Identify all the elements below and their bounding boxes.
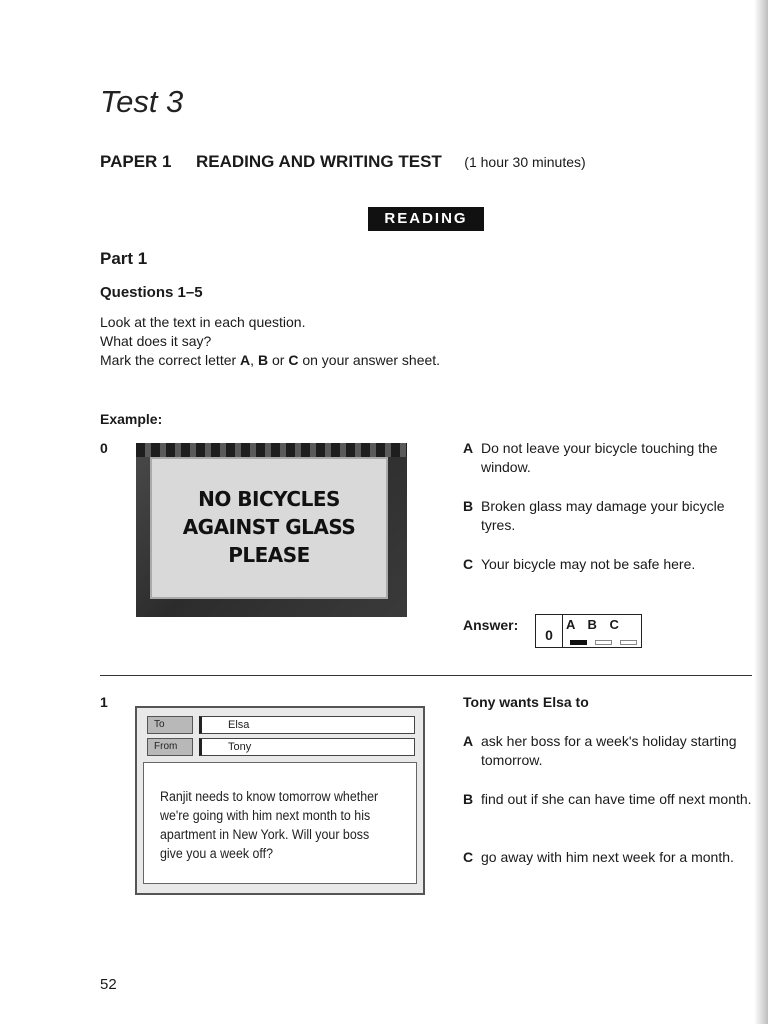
answer-box-a — [570, 640, 587, 645]
question-option-b: B find out if she can have time off next month. — [463, 791, 752, 807]
question-number: 1 — [100, 694, 108, 710]
sign-line: NO BICYCLES — [198, 487, 340, 511]
page-edge-shadow — [754, 0, 768, 1024]
email-message: Ranjit needs to know tomorrow whether we're going with him next month to his apartment in New York. Will your boss give you a week off? — [160, 789, 379, 861]
sign-photo — [136, 443, 407, 617]
email-to-label: To — [147, 716, 193, 734]
question-option-a: A ask her boss for a week's holiday starting tomorrow. — [463, 733, 737, 768]
answer-grid — [535, 614, 642, 648]
email-from-label: From — [147, 738, 193, 756]
example-option-b: B Broken glass may damage your bicycle tyres. — [463, 498, 725, 533]
example-option-a: A Do not leave your bicycle touching the window. — [463, 440, 718, 475]
instruction-line: Look at the text in each question. — [100, 314, 306, 330]
email-from-field: Tony — [199, 738, 415, 756]
page-number: 52 — [100, 976, 117, 993]
paper-heading — [100, 152, 586, 172]
sign-board — [150, 457, 388, 599]
sign-line: PLEASE — [228, 543, 310, 567]
question-stem: Tony wants Elsa to — [463, 694, 589, 710]
email-body — [143, 762, 417, 884]
instruction-line: What does it say? — [100, 333, 212, 349]
email-to-field: Elsa — [199, 716, 415, 734]
sign-text — [152, 485, 386, 569]
mark-instruction: Mark the correct letter A, B or C on your answer sheet. — [100, 352, 441, 368]
test-title: Test 3 — [100, 84, 184, 119]
answer-grid-letters: A B C — [566, 617, 619, 632]
paper-label: PAPER 1 — [100, 152, 172, 171]
example-label: Example: — [100, 411, 163, 427]
answer-grid-number: 0 — [536, 615, 563, 647]
example-number: 0 — [100, 440, 108, 456]
section-divider — [100, 675, 752, 676]
part-heading: Part 1 — [100, 249, 148, 268]
sign-line: AGAINST GLASS — [182, 515, 356, 539]
paper-name: READING AND WRITING TEST — [195, 152, 442, 171]
section-banner: READING — [368, 207, 484, 231]
email-window — [135, 706, 425, 895]
answer-label: Answer: — [463, 617, 519, 633]
question-option-c: C go away with him next week for a month. — [463, 849, 734, 865]
example-option-c: C Your bicycle may not be safe here. — [463, 556, 696, 572]
answer-box-b — [595, 640, 612, 645]
paper-duration: (1 hour 30 minutes) — [464, 154, 586, 170]
questions-heading: Questions 1–5 — [100, 284, 203, 301]
answer-box-c — [620, 640, 637, 645]
